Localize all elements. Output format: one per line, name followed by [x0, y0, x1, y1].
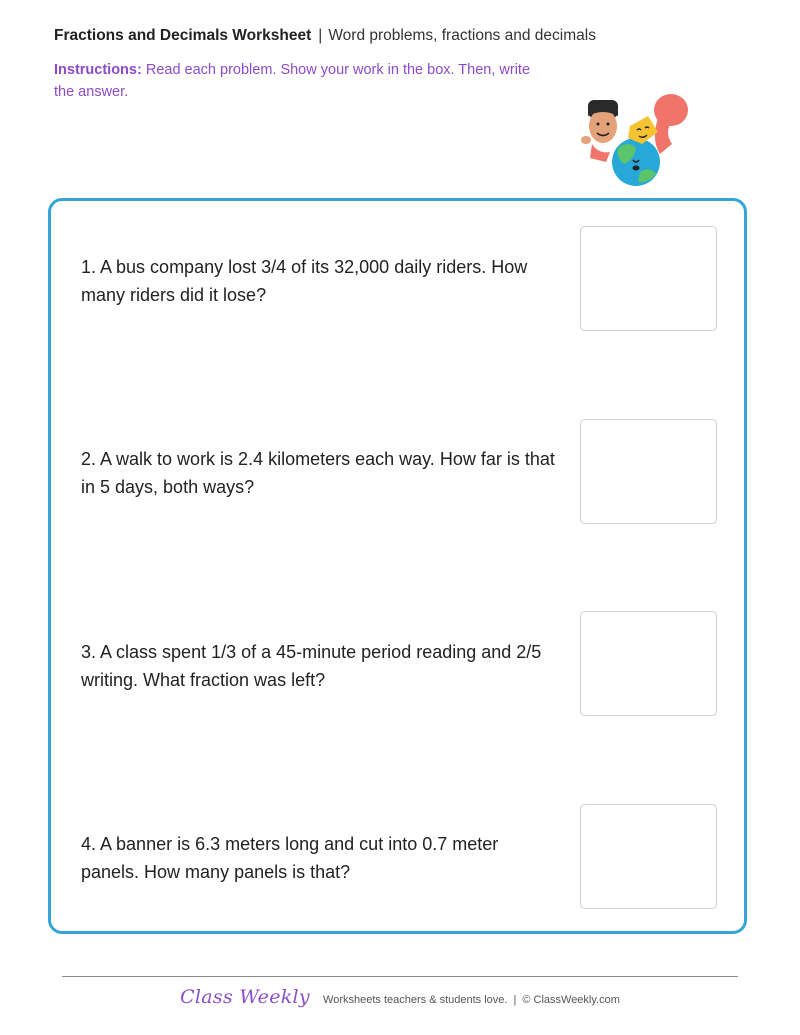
header-separator: |: [318, 27, 323, 44]
footer-copyright: © ClassWeekly.com: [522, 994, 620, 1006]
answer-box-4[interactable]: [580, 804, 717, 909]
problem-2: 2. A walk to work is 2.4 kilometers each way. How far is that in 5 days, both ways?: [81, 449, 555, 497]
problem-3: 3. A class spent 1/3 of a 45-minute period reading and 2/5 writing. What fraction was left?: [81, 642, 542, 690]
footer-divider: [62, 976, 738, 977]
answer-box-3[interactable]: [580, 611, 717, 716]
footer: [0, 986, 800, 1008]
mascot-illustration: [576, 88, 696, 188]
worksheet-header: [54, 27, 596, 45]
footer-tagline: Worksheets teachers & students love.: [323, 994, 508, 1006]
instructions: [54, 59, 534, 103]
answer-box-2[interactable]: [580, 419, 717, 524]
footer-separator: |: [513, 994, 517, 1006]
brand-logo: Class Weekly: [180, 986, 310, 1008]
instructions-text: Read each problem. Show your work in the box. Then, write the answer.: [54, 62, 531, 100]
worksheet-subtitle: Word problems, fractions and decimals: [328, 27, 596, 44]
problem-1: 1. A bus company lost 3/4 of its 32,000 daily riders. How many riders did it lose?: [81, 257, 528, 305]
answer-box-1[interactable]: [580, 226, 717, 331]
problem-4: 4. A banner is 6.3 meters long and cut into 0.7 meter panels. How many panels is that?: [81, 834, 499, 882]
worksheet-title: Fractions and Decimals Worksheet: [54, 27, 312, 44]
instructions-label: Instructions:: [54, 62, 142, 78]
